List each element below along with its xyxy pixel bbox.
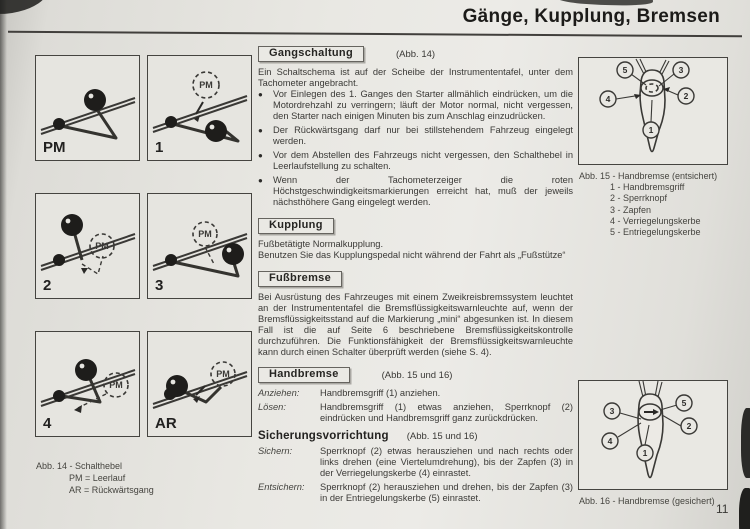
section-sicherung-heading-row — [258, 431, 573, 442]
gear-panel-4 — [35, 331, 140, 437]
callout-3: 3 — [678, 65, 684, 75]
pm-neutral-label: PM — [199, 80, 213, 90]
callout-5: 5 — [622, 65, 628, 75]
gear-panel-1 — [147, 55, 252, 161]
list-item — [258, 175, 573, 208]
figure-16-handbrake-locked — [578, 380, 728, 490]
definition-term: Lösen: — [258, 402, 286, 412]
section-heading-fussbremse: Fußbremse — [258, 271, 342, 287]
list-item — [258, 89, 573, 122]
gear-panel-label: 4 — [43, 415, 52, 432]
section-ref-handbremse: (Abb. 15 und 16) — [381, 369, 453, 381]
figure-14-caption-ar: AR = Rückwärtsgang — [69, 485, 154, 495]
gear-panel-label: AR — [155, 415, 177, 432]
kupplung-line2: Benutzen Sie das Kupplungspedal nicht während der Fahrt als „Fußstütze“ — [258, 250, 566, 260]
section-kupplung-heading-row — [258, 218, 573, 234]
callout-5: 5 — [681, 398, 687, 408]
header-rule — [8, 31, 742, 37]
definition-row-anziehen — [258, 388, 573, 399]
definition-text: Sperrknopf (2) herausziehen und drehen, bis der Zapfen (3) in der Entriegelungskerbe (5) einrastet. — [320, 482, 573, 503]
legend-item-4: 4 - Verriegelungskerbe — [610, 215, 701, 226]
section-heading-handbremse: Handbremse — [258, 367, 350, 383]
bullet-icon: ● — [258, 90, 263, 99]
bullet-text: Vor dem Abstellen des Fahrzeugs nicht vergessen, den Schalthebel in Leerlaufstellung zu schalten. — [273, 150, 573, 171]
scan-blob-right-lower — [739, 488, 750, 529]
section-heading-gangschaltung: Gangschaltung — [258, 46, 364, 62]
section-heading-kupplung: Kupplung — [258, 218, 334, 234]
handbrake-diagram-locked — [579, 381, 727, 489]
figure-15-caption-title: Abb. 15 - Handbremse (entsichert) — [579, 171, 718, 181]
section-heading-sicherung: Sicherungsvorrichtung — [258, 430, 389, 442]
gear-panel-ar — [147, 331, 252, 437]
gear-panel-label: PM — [43, 139, 66, 156]
gear-panel-3 — [147, 193, 252, 299]
gearshift-diagram-3 — [148, 194, 251, 298]
definition-row-sichern — [258, 446, 573, 479]
bullet-icon: ● — [258, 151, 263, 160]
bullet-text: Der Rückwärtsgang darf nur bei stillstehendem Fahrzeug eingelegt werden. — [273, 125, 573, 146]
scan-smudge-top-left — [0, 0, 48, 19]
definition-text: Handbremsgriff (1) anziehen. — [320, 388, 441, 398]
definition-row-loesen — [258, 402, 573, 424]
definition-text: Sperrknopf (2) etwas herausziehen und nach rechts oder links drehen (eine Viertelumdrehung), bis der Zapfen (3) in der Verriegelungskerbe (4) einrastet. — [320, 446, 573, 478]
callout-2: 2 — [686, 421, 692, 431]
section-ref-gangschaltung: (Abb. 14) — [395, 48, 436, 60]
list-item — [258, 150, 573, 172]
gear-panel-2 — [35, 193, 140, 299]
gangschaltung-intro: Ein Schaltschema ist auf der Scheibe der Instrumententafel, unter dem Tachometer angebracht. — [258, 67, 573, 88]
bullet-text: Vor Einlegen des 1. Ganges den Starter allmählich eindrücken, um die Motordrehzahl zu verringern; läuft der Motor normal, nicht vergessen, den Starter nach einigen Minuten bis zum Anschlag einzudrücken. — [273, 89, 573, 121]
bullet-icon: ● — [258, 176, 263, 185]
kupplung-line1: Fußbetätigte Normalkupplung. — [258, 239, 384, 249]
figure-16-caption: Abb. 16 - Handbremse (gesichert) — [579, 496, 715, 506]
definition-term: Anziehen: — [258, 388, 300, 398]
scan-blob-right-upper — [741, 408, 750, 478]
figure-15-caption — [579, 171, 749, 238]
definition-row-entsichern — [258, 482, 573, 504]
callout-1: 1 — [648, 125, 654, 135]
legend-item-5: 5 - Entriegelungskerbe — [610, 227, 701, 238]
definition-text: Handbremsgriff (1) etwas anziehen, Sperrknopf (2) eindrücken und Handbremsgriff ganz zurückdrücken. — [320, 402, 573, 423]
legend-item-2: 2 - Sperrknopf — [610, 193, 668, 204]
definition-term: Entsichern: — [258, 482, 305, 492]
gear-panel-pm — [35, 55, 140, 161]
callout-2: 2 — [683, 91, 689, 101]
page-number: 11 — [716, 502, 729, 516]
figure-14-caption-pm: PM = Leerlauf — [69, 473, 126, 483]
scan-edge-shadow — [0, 0, 7, 529]
fussbremse-body: Bei Ausrüstung des Fahrzeuges mit einem Zweikreisbremssystem leuchtet an der Instrumententafel die Bremsflüssigkeitswarnleuchte auf, wenn der Bremsflüssigkeitsstand auf die Markierung „mini“ abgesunken ist. In diesem Fall ist die auf Seite 6 beschriebene Bremsflüssigkeitskontrolle durchzuführen. Die Funktionsfähigkeit der Bremsflüssigkeitswarnleuchte kann durch einen Schalter überprüft werden (siehe S. 4). — [258, 292, 573, 357]
page-title: Gänge, Kupplung, Bremsen — [462, 6, 720, 27]
text-column — [258, 46, 573, 507]
section-gangschaltung-heading-row — [258, 46, 573, 62]
bullet-icon: ● — [258, 126, 263, 135]
figure-14-caption — [36, 460, 154, 496]
callout-4: 4 — [607, 436, 613, 446]
list-item — [258, 125, 573, 147]
figure-15-handbrake-unlocked — [578, 57, 728, 165]
gearshift-diagram-2 — [36, 194, 139, 298]
gearshift-diagram-1 — [148, 56, 251, 160]
pm-neutral-label: PM — [198, 229, 212, 239]
gear-panel-label: 1 — [155, 139, 164, 156]
pm-neutral-label: PM — [216, 369, 230, 379]
section-fussbremse-heading-row — [258, 271, 573, 287]
callout-3: 3 — [609, 406, 615, 416]
gear-panel-label: 3 — [155, 277, 164, 294]
section-ref-sicherung: (Abb. 15 und 16) — [406, 431, 478, 442]
section-handbremse-heading-row — [258, 367, 573, 383]
callout-1: 1 — [642, 448, 648, 458]
gearshift-diagram-4 — [36, 332, 139, 436]
pm-neutral-label: PM — [95, 241, 109, 251]
figure-14-caption-title: Abb. 14 - Schalthebel — [36, 461, 123, 471]
gear-panel-label: 2 — [43, 277, 52, 294]
figure-14-gearshift-panels — [35, 55, 253, 437]
bullet-text: Wenn der Tachometerzeiger die roten Höchstgeschwindigkeitsmarkierungen erreicht hat, muß der jeweils nächsthöhere Gang eingelegt werden. — [273, 175, 573, 207]
pm-neutral-label: PM — [109, 380, 123, 390]
handbrake-diagram-unlocked — [579, 58, 727, 164]
legend-item-3: 3 - Zapfen — [610, 204, 652, 215]
callout-4: 4 — [605, 94, 611, 104]
legend-item-1: 1 - Handbremsgriff — [610, 182, 685, 193]
definition-term: Sichern: — [258, 446, 293, 456]
